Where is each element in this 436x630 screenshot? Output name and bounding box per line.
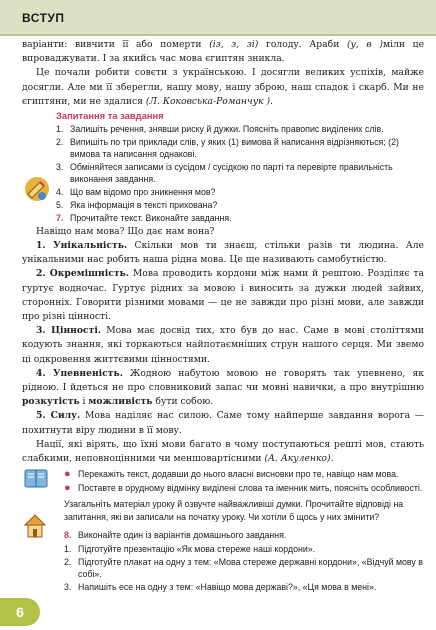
intro-text: мілн це впроваджувати. І за якийсь час мова єгиптян зникла. [22,39,425,65]
question-text: Яка інформація в тексті прихована? [70,199,218,210]
homework-item [64,543,424,556]
summary-note: Узагальніть матеріал уроку й озвучте найважливіші думки. Прочитайте відповіді на запитання, які ви записали на початку уроку. Чи хотіли б щось у них змінити? [64,499,404,522]
intro-text: Це почали робити совєти з українською. І досягли великих успіхів, майже досягли. Але ми її зберегли, нашу мову, нашу зброю, наш спадок і скарб. Ми не єгиптяни, ми не здалися [22,67,424,107]
homework-title [64,529,424,542]
question-item [56,199,424,212]
question-text: Обміняйтеся записами із сусідом / сусідкою по парті та перевірте правильність виконання завдання. [70,161,393,185]
page-content [22,38,424,594]
section-body: і [79,396,89,408]
question-item [56,161,424,186]
task-bullets [64,468,424,494]
homework-item-number: 3. [64,581,72,592]
header-divider [0,34,436,36]
section-body: Мова має досвід тих, хто був до нас. Саме в мові століттями кодують знання, які торкаються найпотаємніших струн нашого серця. Ми звемо ці одкровення життєвими цінностями. [22,325,424,365]
section-body: бути собою. [152,396,214,408]
bullet-item [64,482,424,495]
question-text: Що вам відомо про зникнення мов? [70,186,216,197]
question-number: 4. [56,186,64,197]
intro-choice: (із, з, зі) [209,39,259,50]
bullet-dot: ● [64,481,71,494]
question-item [56,186,424,199]
section-heading: 2. Окремішність. [36,268,129,280]
section-confidence [22,367,424,410]
intro-paragraph-1 [22,38,424,66]
section-body: Мова проводить кордони між нами й рештою. Розділяє та гуртує водночас. Гуртує рідних за мовою і виносить за дужки людей зайвих, сторонніх. Говорити різними мовами — це не завжди про різні мови, але завжди про різні цінності. [22,268,424,322]
question-item [56,136,424,161]
bullet-text: Перекажіть текст, додавши до нього власні висновки про те, навіщо нам мова. [78,469,399,480]
homework-item [64,556,424,581]
final-paragraph [22,438,424,466]
page-header-title: ВСТУП [22,11,65,25]
section-body: Мова наділяє нас силою. Саме тому найперше завдання ворога — похитнути віру людини в її мову. [22,410,424,436]
bullet-dot: ● [64,468,71,481]
questions-list [56,123,424,211]
final-text: Нації, які вірять, що їхні мови багато в чому поступаються решті мов, стають слабкими, неповноцінними чи меншовартісними [22,438,424,465]
section-separateness [22,267,424,324]
header-bar [0,0,436,34]
section-values [22,324,424,367]
homework-title-text: Виконайте один із варіантів домашнього завдання. [78,529,287,540]
question-number: 1. [56,124,64,135]
bullet-text: Поставте в орудному відмінку виділені слова та іменник мить, поясніть особливості. [78,482,423,493]
intro-choice: (у, в ) [346,39,383,50]
section-body: Скільки мов ти знаєш, стільки разів ти людина. Але унікальними нас робить наша рідна мова. Це ще називають самобутністю. [22,239,424,266]
section-heading: 3. Цінності. [36,325,102,337]
homework-item-text: Підготуйте презентацію «Як мова стереже наші кордони». [78,544,316,555]
question-number: 5. [56,199,64,210]
question-text: Залишіть речення, знявши риску й дужки. Поясніть правопис виділених слів. [70,124,384,135]
section-body: Жодною набутою мовою не говорять так упевнено, як рідною. І йдеться не про словниковий запас чи мовні навички, а про внутрішню [22,367,424,393]
final-author: (А. Акуленко) [264,453,331,465]
intro-author: (Л. Коковська-Романчук ) [145,95,271,107]
question-item [56,123,424,136]
final-text: . [330,453,334,465]
intro-text: варіанти: вивчити її або померти [22,39,210,50]
section-strength [22,409,424,437]
homework-number: 8. [64,529,72,540]
question-text: Випишіть по три приклади слів, у яких (1) вимова й написання відрізняються; (2) вимова та написання однакові. [70,136,399,160]
section-heading: 1. Унікальність. [36,239,128,251]
task-text: Прочитайте текст. Виконайте завдання. [70,213,232,224]
intro-text: . [270,95,273,107]
intro-paragraph-2 [22,66,424,109]
section-uniqueness [22,239,424,267]
homework-item-number: 2. [64,556,72,567]
highlighted-word: розкутість [22,396,80,408]
homework-item-text: Напишіть есе на одну з тем: «Навіщо мова державі?», «Ця мова в мені». [78,581,377,592]
task-7 [56,212,424,225]
questions-title: Запитання та завдання [56,110,164,122]
highlighted-word: можливість [88,396,153,408]
section-heading: 4. Упевненість. [36,367,123,379]
page-number: 6 [0,598,40,626]
bullet-item [64,468,424,481]
text-question: Навіщо нам мова? Що дає нам вона? [36,225,215,237]
homework-item-text: Підготуйте плакат на одну з тем: «Мова стереже державні кордони», «Відчуй мову в собі». [78,556,423,580]
section-heading: 5. Силу. [36,410,81,422]
homework-item [64,581,424,594]
task-number: 7. [56,213,64,224]
homework-item-number: 1. [64,544,72,555]
intro-text: голоду. Араби [258,39,347,50]
homework-list [64,543,424,593]
question-number: 3. [56,161,64,172]
question-number: 2. [56,136,64,147]
